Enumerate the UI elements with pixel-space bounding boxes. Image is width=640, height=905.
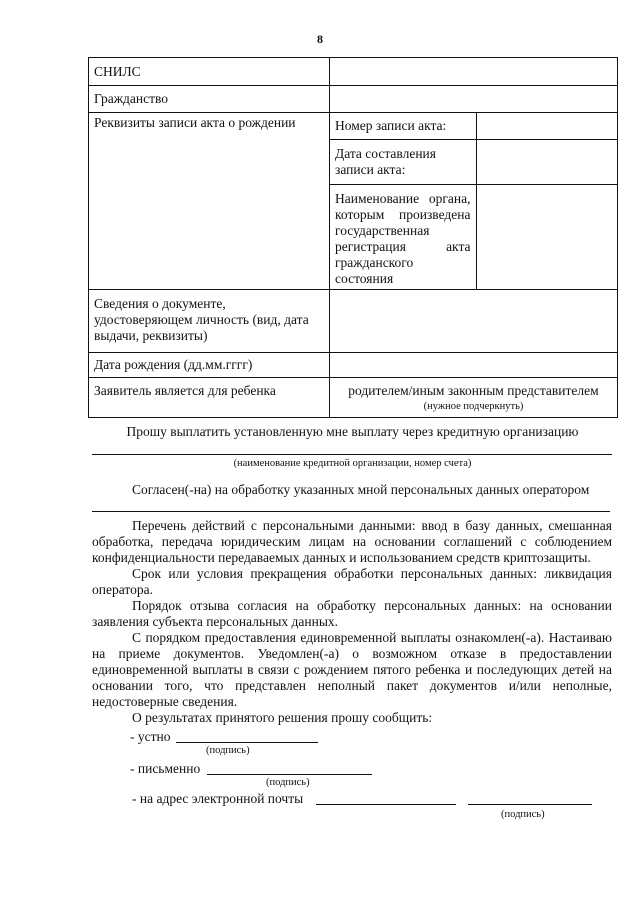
notification-intro: О результатах принятого решения прошу сообщить:: [132, 710, 433, 725]
actions-paragraph: Перечень действий с персональными данными: ввод в базу данных, смешанная обработка, передача юридическим лицам на основании соглашений с соблюдением конфиденциальности передаваемых данных и использованием средств криптозащиты.: [92, 518, 612, 565]
applicant-role-label: Заявитель является для ребенка: [89, 377, 330, 417]
written-signature-line[interactable]: [207, 774, 372, 775]
acquainted-paragraph: С порядком предоставления единовременной выплаты ознакомлен(-а). Настаиваю на приеме документов. Уведомлен(-а) о возможном отказе в предоставлении единовременной выплаты в связи с рождением пятого ребенка и последующих детей на основании того, что представлен неполный пакет документов и/или неполные, недостоверные сведения.: [92, 630, 612, 709]
bank-details-line[interactable]: [92, 454, 612, 455]
email-signature-hint: (подпись): [501, 809, 545, 820]
applicant-role-cell[interactable]: [330, 377, 618, 417]
record-date-field[interactable]: [476, 139, 618, 184]
id-document-field[interactable]: [330, 289, 618, 352]
snils-field[interactable]: [330, 58, 618, 86]
oral-label: - устно: [130, 729, 171, 744]
citizenship-field[interactable]: [330, 86, 618, 113]
page-number: 8: [317, 32, 323, 46]
record-number-label: Номер записи акта:: [330, 113, 476, 139]
payment-request-text: Прошу выплатить установленную мне выплату через кредитную организацию: [126, 424, 579, 439]
oral-signature-hint: (подпись): [206, 745, 250, 756]
operator-line[interactable]: [92, 511, 610, 512]
registry-body-label: Наименование органа, которым произведена государственная регистрация акта гражданского состояния: [330, 184, 476, 289]
snils-label: СНИЛС: [89, 58, 330, 86]
oral-signature-line[interactable]: [176, 742, 318, 743]
bank-details-hint: (наименование кредитной организации, номер счета): [233, 458, 472, 469]
citizenship-label: Гражданство: [89, 86, 330, 113]
email-signature-line[interactable]: [468, 804, 592, 805]
email-label: - на адрес электронной почты: [132, 791, 304, 806]
record-number-field[interactable]: [476, 113, 618, 139]
applicant-role-hint: (нужное подчеркнуть): [423, 400, 524, 412]
written-signature-hint: (подпись): [266, 777, 310, 788]
birth-record-label: Реквизиты записи акта о рождении: [89, 113, 330, 290]
record-date-label: Дата составления записи акта:: [330, 139, 476, 184]
consent-text: Согласен(-на) на обработку указанных мной персональных данных оператором: [132, 482, 590, 497]
registry-body-field[interactable]: [476, 184, 618, 289]
birth-record-subtable: [330, 113, 618, 289]
birth-date-label: Дата рождения (дд.мм.гггг): [89, 352, 330, 377]
revocation-paragraph: Порядок отзыва согласия на обработку персональных данных: на основании заявления субъекта персональных данных.: [92, 598, 612, 629]
email-address-line[interactable]: [316, 804, 456, 805]
written-label: - письменно: [130, 761, 201, 776]
birth-date-field[interactable]: [330, 352, 618, 377]
applicant-role-value: родителем/иным законным представителем: [348, 382, 599, 398]
term-paragraph: Срок или условия прекращения обработки персональных данных: ликвидация оператора.: [92, 566, 612, 597]
applicant-info-table: [88, 57, 618, 418]
id-document-label: Сведения о документе, удостоверяющем личность (вид, дата выдачи, реквизиты): [89, 289, 330, 352]
